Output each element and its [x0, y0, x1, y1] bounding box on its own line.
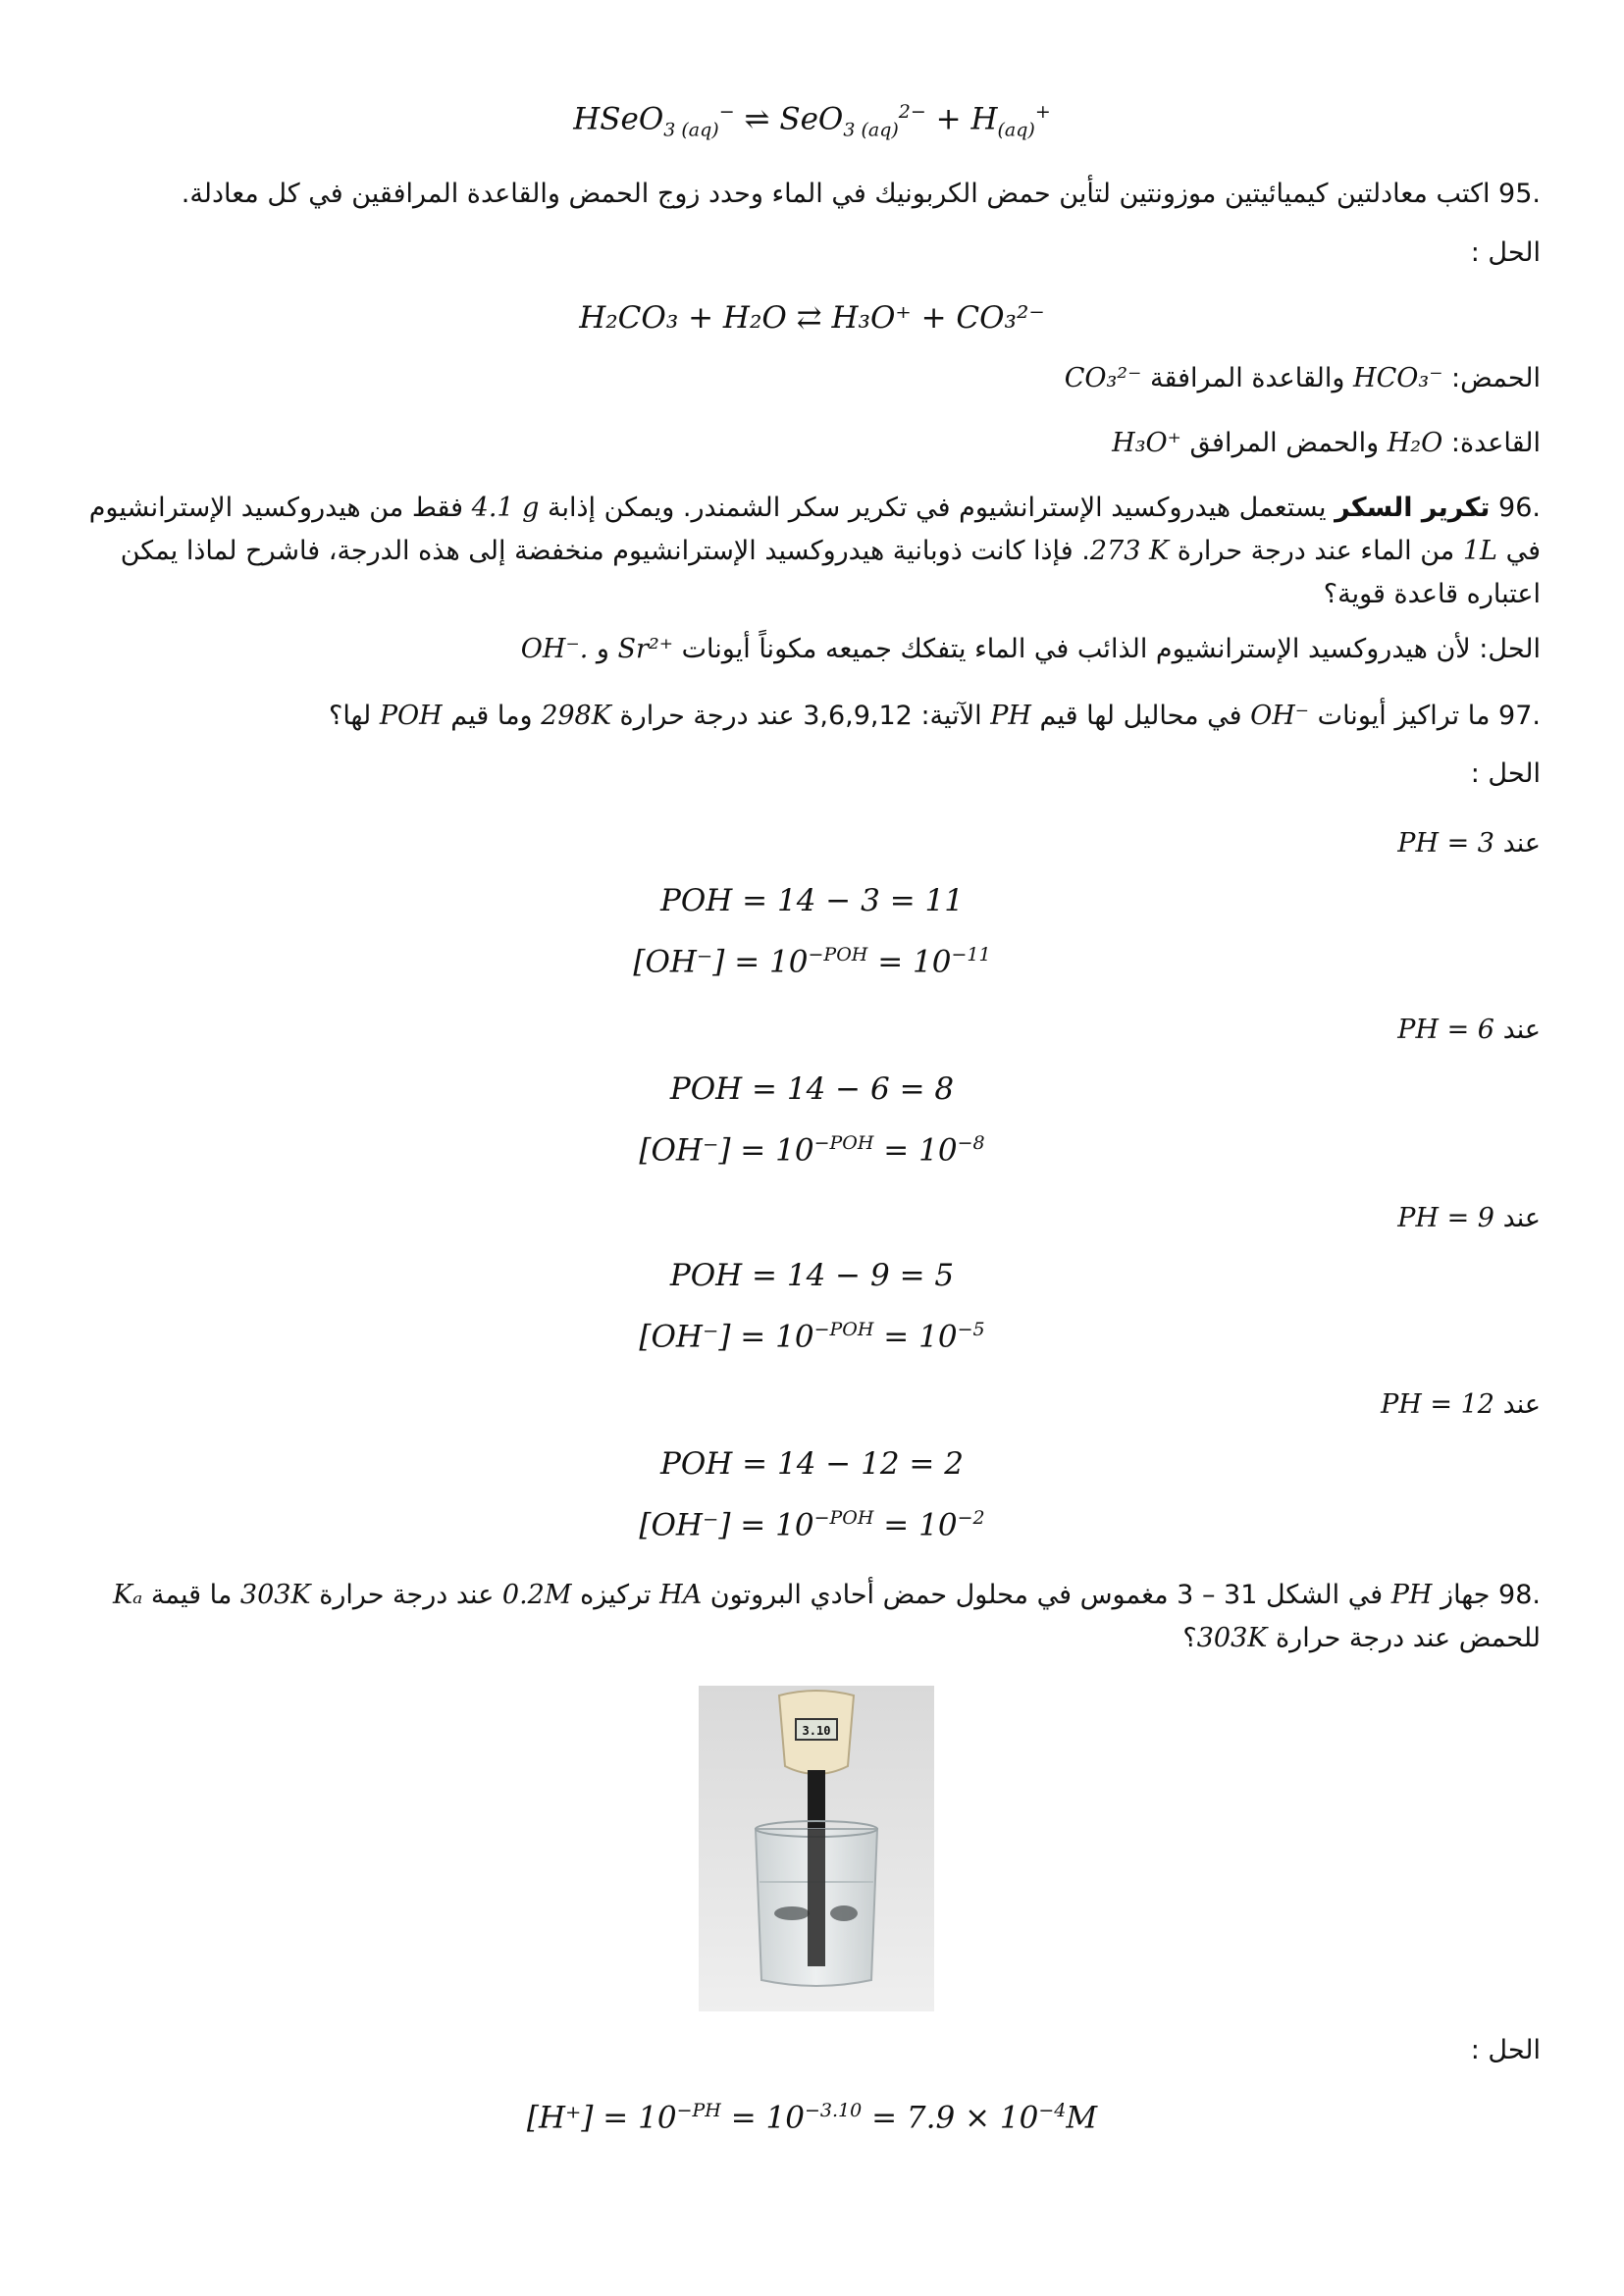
- oh-case-1: $[OH^-] = 10^{-POH} = 10^{-11}$: [633, 944, 991, 980]
- case-ph-3: عند PH = 3: [1397, 828, 1541, 859]
- poh-case-1: POH = 14 − 3 = 11: [660, 883, 964, 918]
- question-97: .97 ما تراكيز أيونات OH⁻ في محاليل لها قيم PH الآتية: 3,6,9,12 عند درجة حرارة 298K وما قيم POH لها؟: [328, 701, 1541, 731]
- poh-case-2: POH = 14 − 6 = 8: [669, 1071, 955, 1107]
- meter-reading: 3.10: [802, 1724, 831, 1738]
- question-95: .95 اكتب معادلتين كيميائيتين موزونتين لتأين حمض الكربونيك في الماء وحدد زوج الحمض والقاعدة المرافقين في كل معادلة.: [181, 179, 1541, 209]
- equation-h2co3: H₂CO₃ + H₂O ⇄ H₃O⁺ + CO₃²⁻: [579, 300, 1045, 336]
- case-ph-6: عند PH = 6: [1397, 1015, 1541, 1045]
- poh-case-3: POH = 14 − 9 = 5: [669, 1258, 955, 1293]
- ph-meter-illustration: [699, 1686, 934, 2011]
- ph-meter-photo: [699, 1686, 934, 2011]
- solution-label-97: الحل :: [1470, 758, 1541, 789]
- case-ph-12: عند PH = 12: [1381, 1389, 1541, 1420]
- solution-label-95: الحل :: [1470, 237, 1541, 268]
- oh-case-3: $[OH^-] = 10^{-POH} = 10^{-5}$: [639, 1319, 985, 1355]
- equation-hseo3: HSeO$_{3 (aq)}$− ⇌ $SeO_{3 (aq)}^{2-} + H_{(aq)}^+$: [573, 101, 1051, 141]
- answer-96: الحل: لأن هيدروكسيد الإسترانشيوم الذائب في الماء يتفكك جميعه مكوناً أيونات Sr²⁺ و OH⁻.: [520, 634, 1541, 664]
- question-98: .98 جهاز PH في الشكل 31 – 3 مغموس في محلول حمض أحادي البروتون HA تركيزه 0.2M عند درجة حرارة 303K ما قيمة Kₐ للحمض عند درجة حرارة 303K؟: [112, 1580, 1541, 1653]
- solution-label-98: الحل :: [1470, 2035, 1541, 2065]
- question-96: .96 تكرير السكر يستعمل هيدروكسيد الإسترانشيوم في تكرير سكر الشمندر. ويمكن إذابة 4.1 g فقط من هيدروكسيد الإسترانشيوم في 1L من الماء عند درجة حرارة 273 K. فإذا كانت ذوبانية هيدروكسيد الإسترانشيوم منخفضة إلى هذه الدرجة، فاشرح لماذا يمكن اعتباره قاعدة قوية؟: [88, 493, 1541, 609]
- case-ph-9: عند PH = 9: [1397, 1203, 1541, 1233]
- acid-line: الحمض: HCO₃⁻ والقاعدة المرافقة CO₃²⁻: [1064, 363, 1541, 393]
- equation-final: $[H^+] = 10^{-PH} = 10^{-3.10} = 7.9 \times 10^{-4}M$: [526, 2100, 1098, 2136]
- poh-case-4: POH = 14 − 12 = 2: [660, 1446, 964, 1482]
- oh-case-4: $[OH^-] = 10^{-POH} = 10^{-2}$: [639, 1507, 985, 1543]
- base-line: القاعدة: H₂O والحمض المرافق H₃O⁺: [1112, 428, 1541, 458]
- oh-case-2: $[OH^-] = 10^{-POH} = 10^{-8}$: [639, 1132, 985, 1169]
